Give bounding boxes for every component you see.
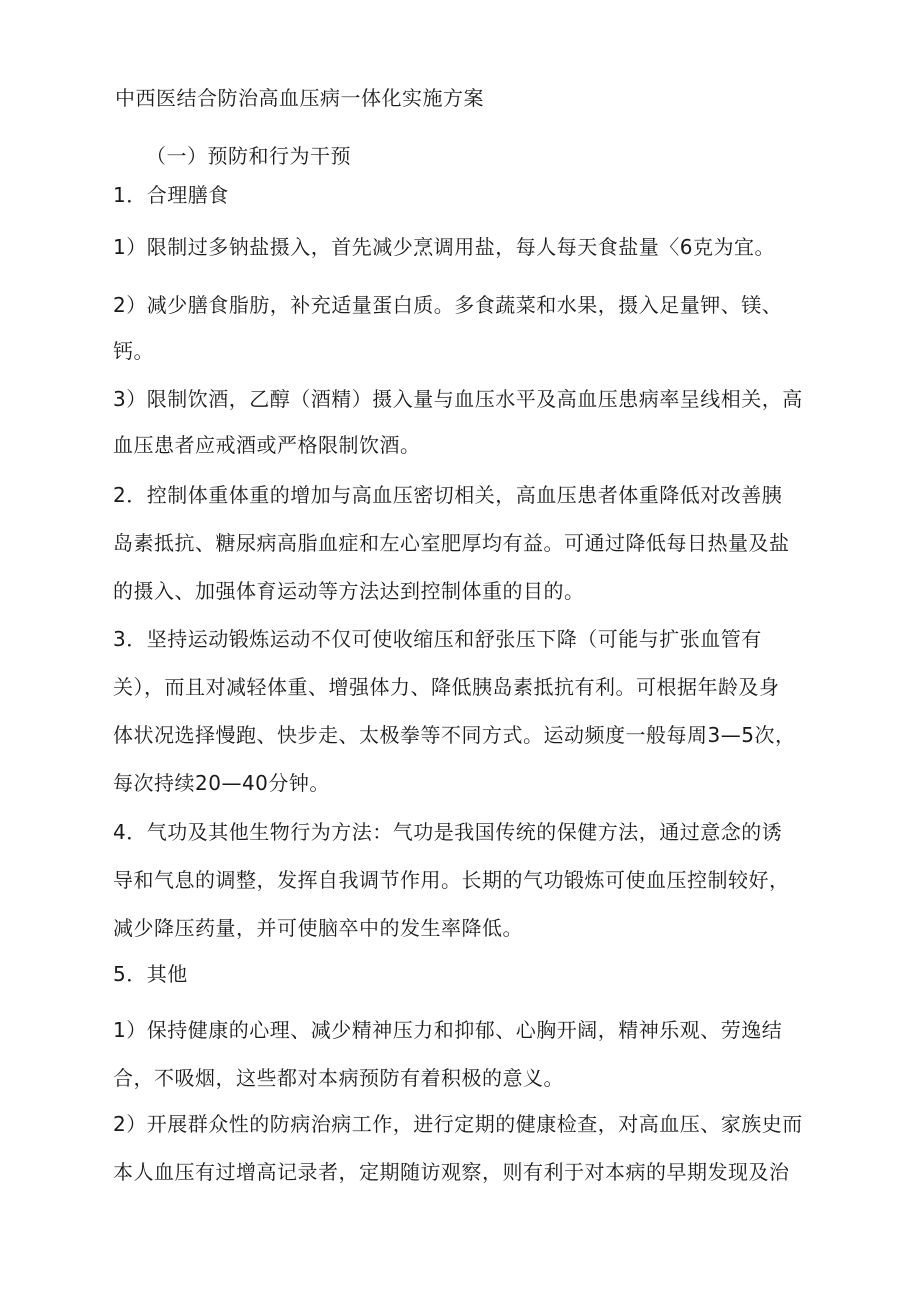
paragraph-line: 5．其他 [113, 962, 188, 986]
paragraph-line: 减少降压药量，并可使脑卒中的发生率降低。 [113, 916, 523, 940]
paragraph-line: 2．控制体重体重的增加与高血压密切相关，高血压患者体重降低对改善胰 [113, 483, 783, 507]
paragraph-line: 血压患者应戒酒或严格限制饮酒。 [113, 433, 421, 457]
paragraph-line: 4．气功及其他生物行为方法：气功是我国传统的保健方法，通过意念的诱 [113, 820, 783, 844]
paragraph-line: 每次持续20—40分钟。 [113, 771, 330, 795]
paragraph [113, 183, 229, 207]
paragraph-line: 3）限制饮酒，乙醇（酒精）摄入量与血压水平及高血压患病率呈线相关，高 [113, 387, 803, 411]
paragraph [113, 387, 803, 457]
paragraph [113, 962, 188, 986]
paragraph-line: 关），而且对减轻体重、增强体力、降低胰岛素抵抗有利。可根据年龄及身 [113, 675, 780, 699]
document-title: 中西医结合防治高血压病一体化实施方案 [115, 86, 484, 110]
paragraph [113, 627, 795, 795]
paragraph-line: 2）开展群众性的防病治病工作，进行定期的健康检查，对高血压、家族史而 [113, 1112, 803, 1136]
paragraph-line: 1．合理膳食 [113, 183, 229, 207]
section-heading: （一）预防和行为干预 [146, 144, 351, 168]
paragraph-line: 岛素抵抗、糖尿病高脂血症和左心室肥厚均有益。可通过降低每日热量及盐 [113, 531, 790, 555]
paragraph-line: 体状况选择慢跑、快步走、太极拳等不同方式。运动频度一般每周3—5次， [113, 723, 796, 747]
paragraph [113, 293, 782, 363]
paragraph-line: 3．坚持运动锻炼运动不仅可使收缩压和舒张压下降（可能与扩张血管有 [113, 627, 762, 651]
paragraph [113, 1018, 782, 1090]
paragraph-line: 导和气息的调整，发挥自我调节作用。长期的气功锻炼可使血压控制较好， [113, 868, 790, 892]
paragraph-line: 钙。 [113, 339, 154, 363]
paragraph [113, 1112, 803, 1184]
paragraph [113, 820, 790, 940]
paragraph-line: 合，不吸烟，这些都对本病预防有着积极的意义。 [113, 1066, 564, 1090]
paragraph-line: 本人血压有过增高记录者，定期随访观察，则有利于对本病的早期发现及治 [113, 1160, 790, 1184]
paragraph-line: 的摄入、加强体育运动等方法达到控制体重的目的。 [113, 579, 585, 603]
paragraph [113, 235, 775, 259]
paragraph-line: 1）限制过多钠盐摄入，首先减少烹调用盐，每人每天食盐量〈6克为宜。 [113, 235, 775, 259]
paragraph-line: 2）减少膳食脂肪，补充适量蛋白质。多食蔬菜和水果，摄入足量钾、镁、 [113, 293, 783, 317]
paragraph [113, 483, 790, 603]
paragraph-line: 1）保持健康的心理、减少精神压力和抑郁、心胸开阔，精神乐观、劳逸结 [113, 1018, 783, 1042]
